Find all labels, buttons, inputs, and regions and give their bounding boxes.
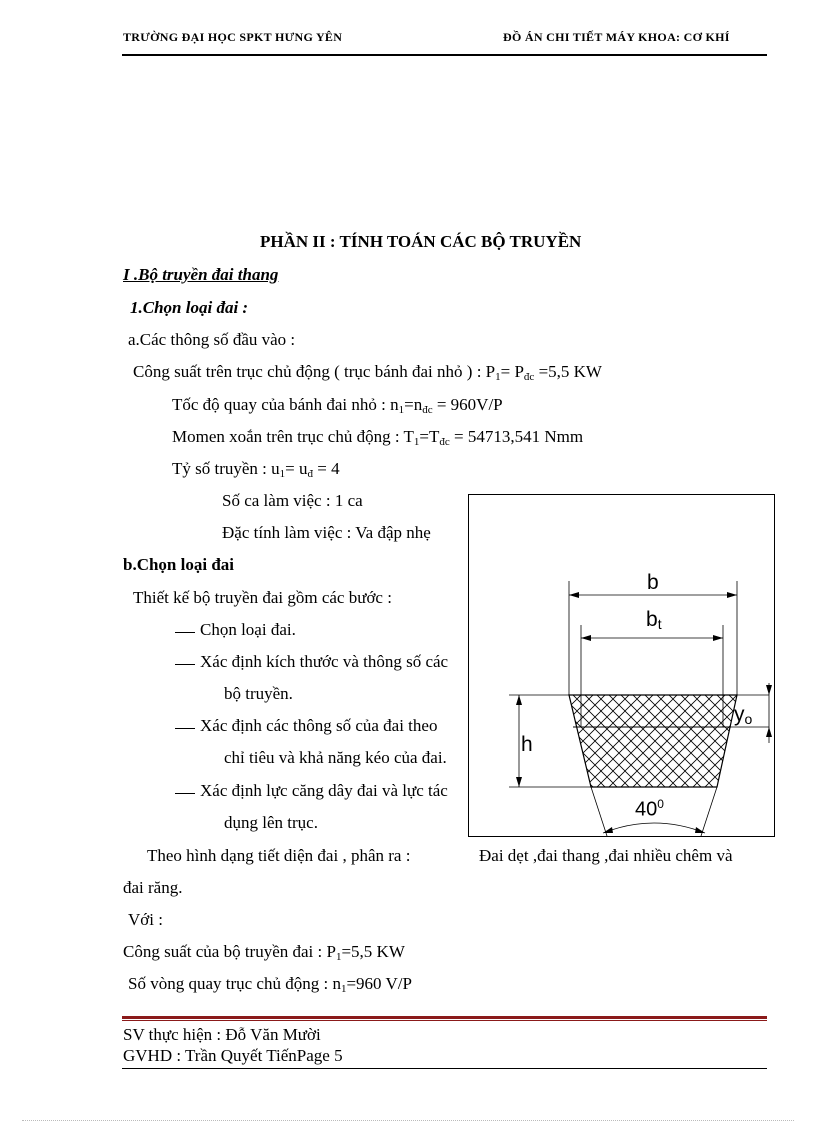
- footer-supervisor: GVHD : Trần Quyết TiếnPage 5: [123, 1046, 343, 1065]
- classify-line-c: đai răng.: [123, 878, 183, 897]
- steps-intro: Thiết kế bộ truyền đai gồm các bước :: [133, 588, 392, 607]
- header-rule: [122, 54, 767, 56]
- step-2-cont: bộ truyền.: [224, 684, 293, 703]
- footer-rule-thin: [122, 1020, 767, 1021]
- label-b: b: [647, 571, 659, 594]
- header-left: TRƯỜNG ĐẠI HỌC SPKT HƯNG YÊN: [123, 30, 343, 44]
- ratio-line: Tỷ số truyền : $u_1= u_đ = 4$: [172, 459, 340, 480]
- step-3: Xác định các thông số của đai theo: [175, 716, 437, 736]
- section-heading: I .Bộ truyền đai thang: [123, 265, 279, 284]
- shifts-line: Số ca làm việc : 1 ca: [222, 491, 363, 510]
- angle-arc: [603, 823, 705, 833]
- footer-rule-bottom: [122, 1068, 767, 1069]
- step-2: Xác định kích thước và thông số các: [175, 652, 448, 672]
- belt-section: [569, 695, 737, 787]
- select-heading: b.Chọn loại đai: [123, 555, 235, 574]
- sub-heading: 1.Chọn loại đai :: [130, 298, 249, 317]
- step-1: Chọn loại đai.: [175, 620, 296, 640]
- label-h: h: [521, 733, 533, 756]
- header-right: ĐỒ ÁN CHI TIẾT MÁY KHOA: CƠ KHÍ: [503, 30, 730, 44]
- label-bt: $b_t$: [646, 608, 662, 632]
- footer-rule-top: [122, 1016, 767, 1019]
- speed-line: Tốc độ quay của bánh đai nhỏ : $n_1=n_{đc} = 960V/P$: [172, 395, 503, 416]
- classify-line-a: Theo hình dạng tiết diện đai , phân ra :: [147, 846, 411, 865]
- character-line: Đặc tính làm việc : Va đập nhẹ: [222, 523, 431, 542]
- power-line: Công suất trên trục chủ động ( trục bánh đai nhỏ ) : $P_1= P_{đc} =5,5$ KW: [133, 362, 602, 383]
- page-title: PHẦN II : TÍNH TOÁN CÁC BỘ TRUYỀN: [260, 232, 582, 251]
- torque-line: Momen xoắn trên trục chủ động : $T_1=T_{đc} = 54713,541$ Nmm: [172, 427, 584, 448]
- rpm-line: Số vòng quay trục chủ động : $n_1=960$ V/P: [128, 974, 412, 995]
- step-4: Xác định lực căng dây đai và lực tác: [175, 781, 448, 801]
- step-4-cont: dụng lên trục.: [224, 813, 318, 832]
- belt-power-line: Công suất của bộ truyền đai : $P_1=5,5$ KW: [123, 942, 405, 963]
- inputs-heading: a.Các thông số đầu vào :: [128, 330, 296, 349]
- classify-line-b: Đai dẹt ,đai thang ,đai nhiều chêm và: [479, 846, 733, 865]
- label-angle: $40^0$: [635, 797, 664, 821]
- with-label: Với :: [128, 910, 163, 929]
- label-yo: $y_o$: [734, 703, 753, 727]
- v-belt-cross-section-figure: [468, 494, 775, 837]
- step-3-cont: chỉ tiêu và khả năng kéo của đai.: [224, 748, 447, 767]
- footer-student: SV thực hiện : Đỗ Văn Mười: [123, 1025, 321, 1044]
- page-edge: [22, 1120, 794, 1121]
